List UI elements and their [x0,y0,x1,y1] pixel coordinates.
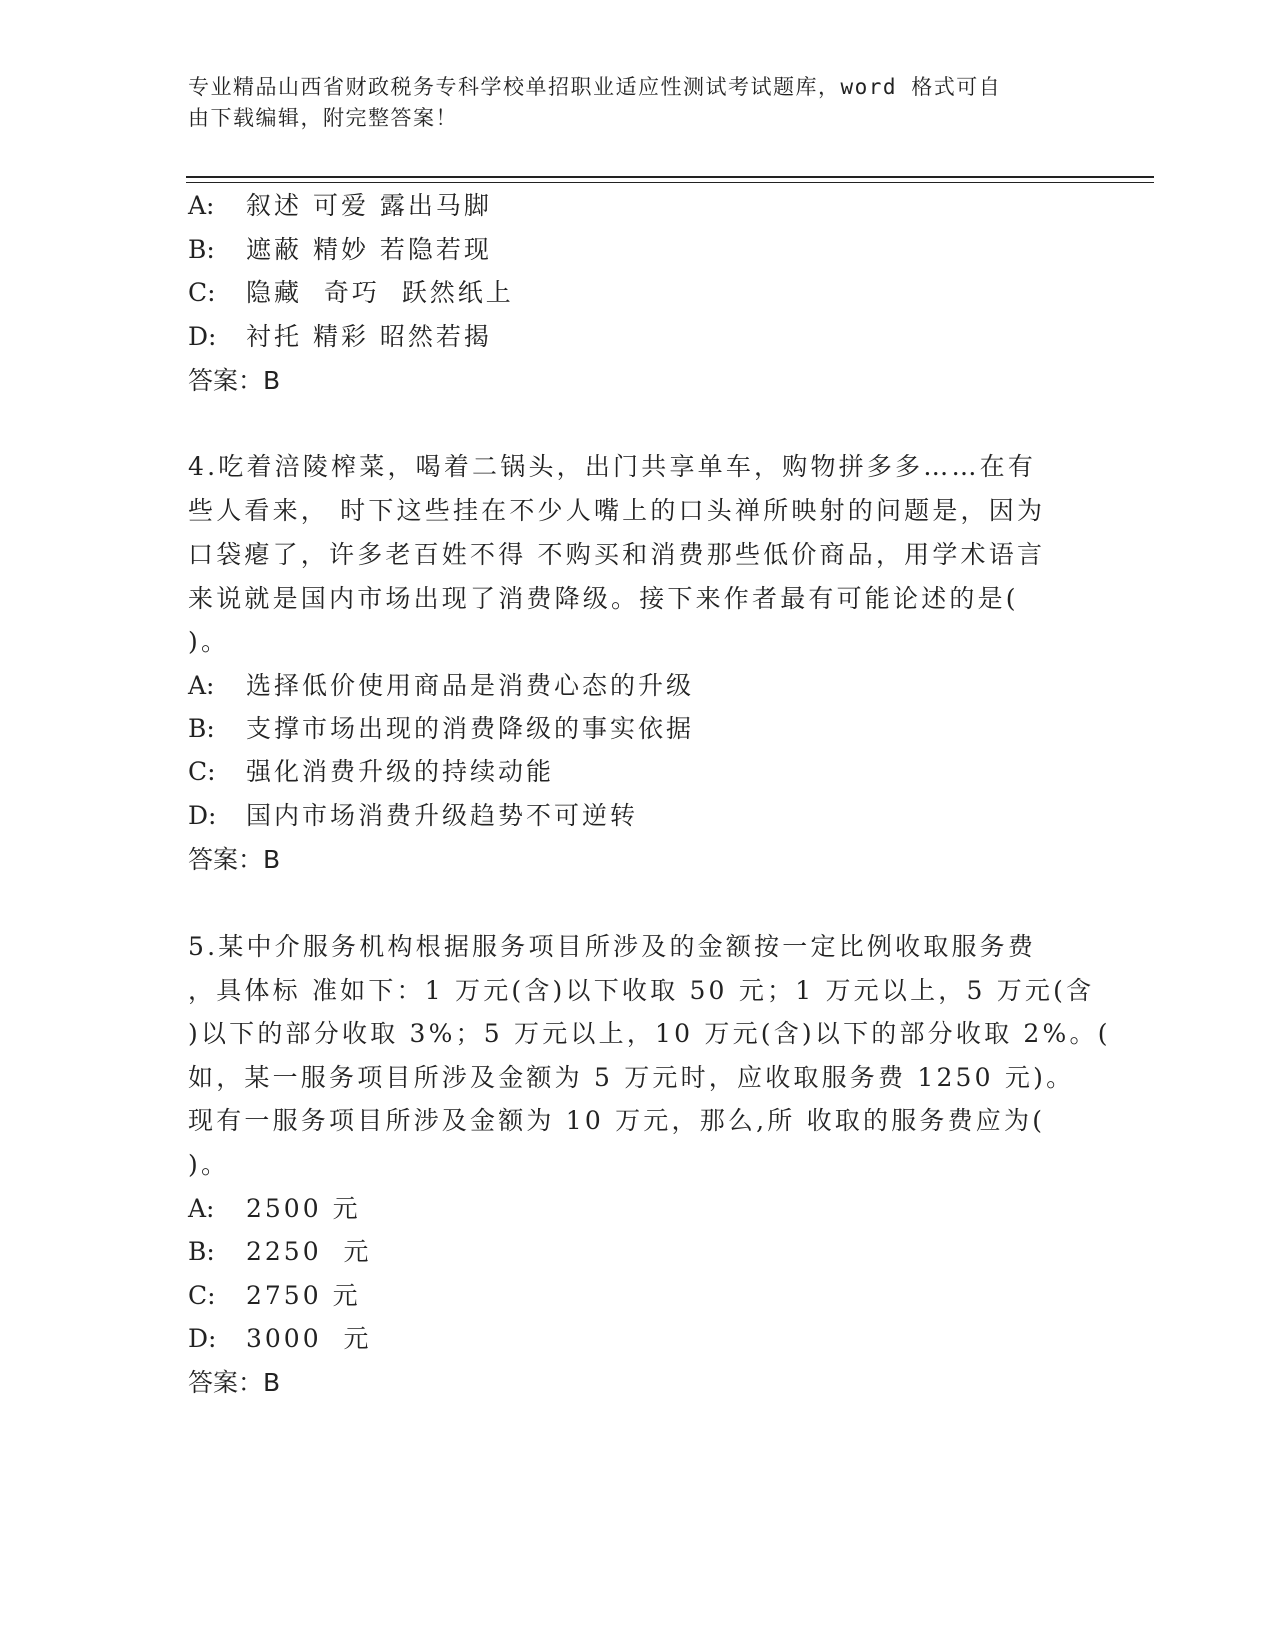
q3-option-b [188,230,492,266]
q4-stem-line-2: 些人看来， 时下这些挂在不少人嘴上的口头禅所映射的问题是，因为 [188,496,1046,525]
option-key: B: [188,1237,215,1266]
q4-stem-line-3: 口袋瘪了，许多老百姓不得 不购买和消费那些低价商品，用学术语言 [188,540,1046,569]
option-key: A: [188,671,215,700]
option-text: 衬托 精彩 昭然若揭 [246,322,492,351]
q4-option-b [188,709,694,745]
q3-option-d [188,317,492,353]
q5-stem-line-5: 现有一服务项目所涉及金额为 10 万元，那么,所 收取的服务费应为( [188,1106,1046,1135]
option-key: C: [188,278,216,307]
option-key: C: [188,1281,216,1310]
document-header [188,72,1068,134]
q4-option-d [188,796,638,832]
option-key: A: [188,191,215,220]
q5-stem-line-6: )。 [188,1150,230,1179]
option-key: D: [188,1324,217,1353]
q4-stem-line-4: 来说就是国内市场出现了消费降级。接下来作者最有可能论述的是( [188,584,1019,613]
option-key: C: [188,757,216,786]
option-key: B: [188,714,215,743]
q4-answer: 答案：B [188,845,281,874]
q5-option-d [188,1319,372,1355]
header-rule-thick [186,176,1154,178]
option-text: 2750 元 [246,1281,361,1310]
option-text: 国内市场消费升级趋势不可逆转 [246,801,639,830]
option-text: 3000 元 [246,1324,372,1353]
q4-stem-line-5: )。 [188,627,230,656]
q4-option-a [188,666,694,702]
option-text: 选择低价使用商品是消费心态的升级 [246,671,695,700]
q5-option-b [188,1232,372,1268]
q5-option-c [188,1276,361,1312]
option-text: 隐藏 奇巧 跃然纸上 [246,278,514,307]
q3-option-c [188,273,514,309]
option-text: 叙述 可爱 露出马脚 [246,191,492,220]
q5-answer: 答案：B [188,1368,281,1397]
option-text: 遮蔽 精妙 若隐若现 [246,235,492,264]
option-text: 2500 元 [246,1194,361,1223]
header-line-1: 专业精品山西省财政税务专科学校单招职业适应性测试考试题库，word 格式可自 [188,75,1002,99]
header-rule-thin [186,182,1154,183]
q5-stem-line-1: 5.某中介服务机构根据服务项目所涉及的金额按一定比例收取服务费 [188,932,1037,961]
q4-stem-line-1: 4.吃着涪陵榨菜，喝着二锅头，出门共享单车，购物拼多多……在有 [188,452,1037,481]
q3-option-a [188,186,492,222]
option-text: 2250 元 [246,1237,372,1266]
option-key: B: [188,235,215,264]
q5-option-a [188,1189,361,1225]
option-text: 支撑市场出现的消费降级的事实依据 [246,714,695,743]
q5-stem-line-4: 如，某一服务项目所涉及金额为 5 万元时，应收取服务费 1250 元)。 [188,1063,1075,1092]
option-key: D: [188,801,217,830]
q4-option-c [188,752,554,788]
q5-stem-line-3: )以下的部分收取 3%；5 万元以上，10 万元(含)以下的部分收取 2%。( [188,1019,1111,1048]
header-line-2: 由下载编辑，附完整答案！ [188,106,458,130]
option-key: D: [188,322,217,351]
option-text: 强化消费升级的持续动能 [246,757,555,786]
q3-answer: 答案：B [188,366,281,395]
q5-stem-line-2: ，具体标 准如下：1 万元(含)以下收取 50 元；1 万元以上，5 万元(含 [188,976,1095,1005]
option-key: A: [188,1194,215,1223]
